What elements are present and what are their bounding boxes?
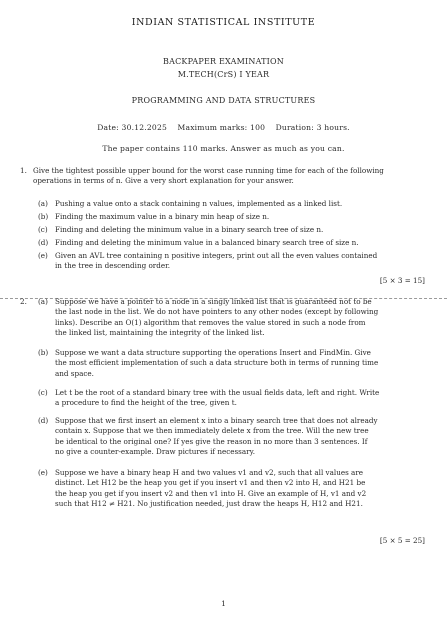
q2a-text xyxy=(55,297,378,338)
page-number: 1 xyxy=(221,599,226,608)
exam-note: The paper contains 110 marks. Answer as much as you can. xyxy=(102,144,345,153)
q1b-text: Finding the maximum value in a binary min heap of size n. xyxy=(55,212,270,221)
q2c-label: (c) xyxy=(38,388,48,397)
q1-intro-line-1: Give the tightest possible upper bound for the worst case running time for each of the following xyxy=(33,166,384,175)
q2d-line-4: no give a counter-example. Draw pictures if necessary. xyxy=(55,446,255,456)
q1a-text: Pushing a value onto a stack containing n values, implemented as a linked list. xyxy=(55,199,343,208)
q2b-line-3: and space. xyxy=(55,368,94,378)
q2e-line-4: such that H12 ≠ H21. No justification needed, just draw the heaps H, H12 and H21. xyxy=(55,498,363,508)
q1c-label: (c) xyxy=(38,225,48,234)
exam-title: BACKPAPER EXAMINATION xyxy=(163,57,284,66)
q1e-text xyxy=(55,251,377,272)
course-name: M.TECH(CrS) I YEAR xyxy=(177,70,270,79)
q2c-line-2: a procedure to find the height of the tree, given t. xyxy=(55,398,237,408)
q2d-text xyxy=(55,416,378,457)
q2-marks: [5 × 5 = 25] xyxy=(379,536,425,545)
q2b-line-2: the most efficient implementation of such a data structure both in terms of running time xyxy=(55,358,379,368)
q2e-line-3: the heap you get if you insert v2 and then v1 into H. Give an example of H, v1 and v2 xyxy=(55,488,367,498)
q2e-line-2: distinct. Let H12 be the heap you get if you insert v1 and then v2 into H, and H21 be xyxy=(55,478,366,488)
q2a-label: (a) xyxy=(38,297,48,306)
q1a-label: (a) xyxy=(38,199,48,208)
q2d-line-2: contain x. Suppose that we then immediately delete x from the tree. Will the new tree xyxy=(55,426,369,436)
q2a-line-2: the last node in the list. We do not have pointers to any other nodes (except by following xyxy=(55,307,379,317)
q1-marks: [5 × 3 = 15] xyxy=(379,276,425,285)
q2b-line-1: Suppose we want a data structure supporting the operations Insert and FindMin. Give xyxy=(55,348,371,357)
q2b-label: (b) xyxy=(38,348,49,357)
q2a-line-3: links). Describe an O(1) algorithm that removes the value stored in such a node from xyxy=(55,317,366,327)
q1b-label: (b) xyxy=(38,212,49,221)
q1-intro xyxy=(33,166,433,187)
q1-number: 1. xyxy=(20,166,27,175)
q2d-line-3: be identical to the original one? If yes give the reason in no more than 3 sentences. If xyxy=(55,436,368,446)
institute-name: INDIAN STATISTICAL INSTITUTE xyxy=(131,17,316,28)
q2a-line-1: Suppose we have a pointer to a node in a singly linked list that is guaranteed not to be xyxy=(55,297,372,306)
q1-intro-line-2: operations in terms of n. Give a very short explanation for your answer. xyxy=(33,176,294,186)
q1d-text: Finding and deleting the minimum value in a balanced binary search tree of size n. xyxy=(55,238,359,247)
q2d-label: (d) xyxy=(38,416,49,425)
q1c-text: Finding and deleting the minimum value in a binary search tree of size n. xyxy=(55,225,324,234)
q1e-line-1: Given an AVL tree containing n positive integers, print out all the even values contained xyxy=(55,251,378,260)
q2e-line-1: Suppose we have a binary heap H and two values v1 and v2, such that all values are xyxy=(55,468,364,477)
q2d-line-1: Suppose that we first insert an element x into a binary search tree that does not already xyxy=(55,416,378,425)
q2a-line-4: the linked list, maintaining the integrity of the linked list. xyxy=(55,327,265,337)
q2b-text xyxy=(55,348,378,379)
subject-title: PROGRAMMING AND DATA STRUCTURES xyxy=(131,96,316,105)
q2e-text xyxy=(55,468,366,509)
q2c-text xyxy=(55,388,379,409)
q1e-line-2: in the tree in descending order. xyxy=(55,261,171,271)
exam-meta: Date: 30.12.2025 Maximum marks: 100 Duration: 3 hours. xyxy=(97,123,350,132)
q2e-label: (e) xyxy=(38,468,48,477)
q1e-label: (e) xyxy=(38,251,48,260)
q1d-label: (d) xyxy=(38,238,49,247)
q2-number: 2. xyxy=(20,297,27,306)
q2c-line-1: Let t be the root of a standard binary tree with the usual fields data, left and right. Write xyxy=(55,388,380,397)
